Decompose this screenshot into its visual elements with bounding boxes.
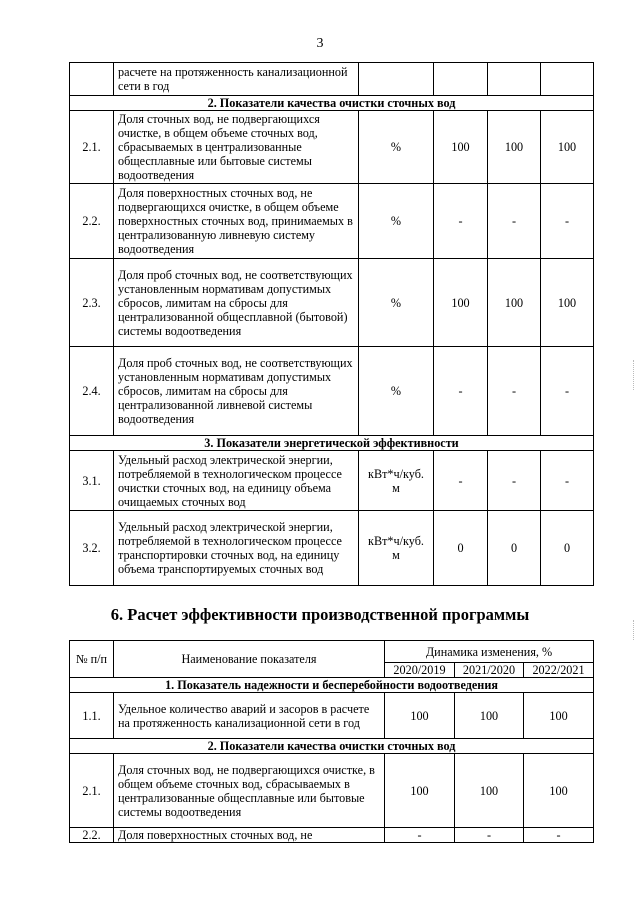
value-cell: 0 bbox=[541, 511, 594, 586]
value-cell: - bbox=[385, 828, 455, 843]
value-cell: 100 bbox=[385, 693, 455, 739]
table-row bbox=[70, 111, 594, 184]
section-row bbox=[70, 739, 594, 754]
value-cell: 100 bbox=[455, 693, 524, 739]
value-cell: - bbox=[488, 184, 541, 259]
row-number: 2.2. bbox=[70, 828, 114, 843]
scan-mark bbox=[633, 360, 636, 390]
value-cell: 100 bbox=[385, 754, 455, 828]
row-number bbox=[70, 63, 114, 96]
row-number: 1.1. bbox=[70, 693, 114, 739]
value-cell: - bbox=[541, 451, 594, 511]
value-cell: 100 bbox=[455, 754, 524, 828]
indicator-name: Доля сточных вод, не подвергающихся очистке, в общем объеме сточных вод, сбрасываемых в централизованные общесплавные или бытовые системы водоотведения bbox=[114, 111, 359, 184]
table-row bbox=[70, 693, 594, 739]
section-row bbox=[70, 678, 594, 693]
value-cell: - bbox=[541, 184, 594, 259]
section-title: 2. Показатели качества очистки сточных вод bbox=[70, 96, 594, 111]
header-year: 2020/2019 bbox=[385, 663, 455, 678]
indicators-table-continued bbox=[69, 62, 594, 586]
row-number: 3.1. bbox=[70, 451, 114, 511]
value-cell: 100 bbox=[434, 259, 488, 347]
header-year: 2021/2020 bbox=[455, 663, 524, 678]
table-row bbox=[70, 828, 594, 843]
scan-mark bbox=[633, 620, 636, 640]
section-title: 2. Показатели качества очистки сточных вод bbox=[70, 739, 594, 754]
header-number: № п/п bbox=[70, 641, 114, 678]
header-indicator-name: Наименование показателя bbox=[114, 641, 385, 678]
unit-cell: кВт*ч/куб. м bbox=[359, 451, 434, 511]
value-cell: 100 bbox=[541, 111, 594, 184]
value-cell: 0 bbox=[434, 511, 488, 586]
row-number: 3.2. bbox=[70, 511, 114, 586]
value-cell: - bbox=[455, 828, 524, 843]
unit-cell: кВт*ч/куб. м bbox=[359, 511, 434, 586]
indicator-name: Удельное количество аварий и засоров в расчете на протяженность канализационной сети в год bbox=[114, 693, 385, 739]
value-cell: - bbox=[488, 347, 541, 436]
indicator-name: Доля поверхностных сточных вод, не подвергающихся очистке, в общем объеме поверхностных сточных вод, принимаемых в централизованную ливневую систему водоотведения bbox=[114, 184, 359, 259]
row-number: 2.3. bbox=[70, 259, 114, 347]
value-cell: 100 bbox=[524, 693, 594, 739]
section-heading: 6. Расчет эффективности производственной программы bbox=[110, 605, 530, 624]
table-row bbox=[70, 184, 594, 259]
indicator-name: Доля сточных вод, не подвергающихся очистке, в общем объеме сточных вод, сбрасываемых в централизованные общесплавные или бытовые системы водоотведения bbox=[114, 754, 385, 828]
value-cell: - bbox=[434, 347, 488, 436]
section-row bbox=[70, 96, 594, 111]
value-cell: 0 bbox=[488, 511, 541, 586]
header-year: 2022/2021 bbox=[524, 663, 594, 678]
value-cell: 100 bbox=[434, 111, 488, 184]
value-cell: 100 bbox=[524, 754, 594, 828]
section-row bbox=[70, 436, 594, 451]
header-row bbox=[70, 641, 594, 663]
table-row bbox=[70, 451, 594, 511]
indicator-name: Удельный расход электрической энергии, потребляемой в технологическом процессе очистки сточных вод, на единицу объема очищаемых сточных вод bbox=[114, 451, 359, 511]
value-cell: - bbox=[541, 347, 594, 436]
unit-cell: % bbox=[359, 347, 434, 436]
section-title: 1. Показатель надежности и бесперебойности водоотведения bbox=[70, 678, 594, 693]
unit-cell: % bbox=[359, 111, 434, 184]
row-number: 2.2. bbox=[70, 184, 114, 259]
indicator-name: Доля проб сточных вод, не соответствующих установленным нормативам допустимых сбросов, лимитам на сбросы для централизованной общесплавной (бытовой) системы водоотведения bbox=[114, 259, 359, 347]
value-cell: 100 bbox=[488, 111, 541, 184]
indicator-name: Доля поверхностных сточных вод, не bbox=[114, 828, 385, 843]
indicator-name: Удельный расход электрической энергии, потребляемой в технологическом процессе транспортировки сточных вод, на единицу объема транспортируемых сточных вод bbox=[114, 511, 359, 586]
row-number: 2.4. bbox=[70, 347, 114, 436]
value-cell: - bbox=[434, 451, 488, 511]
value-cell: 100 bbox=[488, 259, 541, 347]
unit-cell: % bbox=[359, 184, 434, 259]
page-number: 3 bbox=[316, 36, 324, 51]
value-cell: - bbox=[524, 828, 594, 843]
indicator-name: Доля проб сточных вод, не соответствующих установленным нормативам допустимых сбросов, лимитам на сбросы для централизованной ливневой системы водоотведения bbox=[114, 347, 359, 436]
value-cell: - bbox=[434, 184, 488, 259]
row-number: 2.1. bbox=[70, 111, 114, 184]
efficiency-table bbox=[69, 640, 594, 843]
table-row bbox=[70, 754, 594, 828]
section-title: 3. Показатели энергетической эффективности bbox=[70, 436, 594, 451]
header-dynamics: Динамика изменения, % bbox=[385, 641, 594, 663]
table-row bbox=[70, 259, 594, 347]
row-number: 2.1. bbox=[70, 754, 114, 828]
value-cell: - bbox=[488, 451, 541, 511]
indicator-name: расчете на протяженность канализационной сети в год bbox=[114, 63, 359, 96]
value-cell: 100 bbox=[541, 259, 594, 347]
table-row bbox=[70, 511, 594, 586]
unit-cell: % bbox=[359, 259, 434, 347]
table-row bbox=[70, 347, 594, 436]
table-row bbox=[70, 63, 594, 96]
